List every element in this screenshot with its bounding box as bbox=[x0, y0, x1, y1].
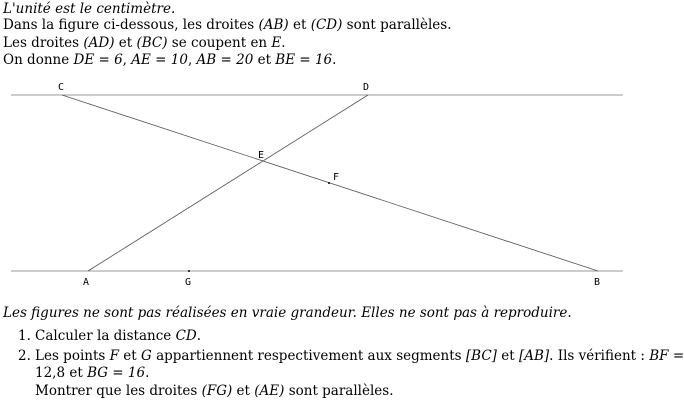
math-bf: BF = bbox=[649, 348, 684, 364]
text: Les points bbox=[35, 348, 110, 364]
label-a: A bbox=[83, 277, 90, 288]
segment-ad bbox=[88, 95, 368, 271]
question-number: 2. bbox=[18, 348, 31, 364]
text: Dans la figure ci-dessous, les droites bbox=[3, 17, 259, 33]
label-g: G bbox=[185, 277, 192, 288]
text: , bbox=[122, 52, 132, 68]
text: et bbox=[114, 35, 137, 51]
text: se coupent en bbox=[167, 35, 272, 51]
text: et bbox=[232, 383, 255, 399]
label-d: D bbox=[363, 82, 370, 93]
text: et bbox=[65, 365, 88, 381]
text: . bbox=[332, 52, 337, 68]
text: et bbox=[253, 52, 276, 68]
math-f: F bbox=[109, 348, 119, 364]
question-2-task bbox=[35, 383, 394, 399]
math-de: DE = 6 bbox=[73, 52, 123, 68]
point-f bbox=[328, 182, 330, 184]
unit-statement: L'unité est le centimètre. bbox=[3, 1, 176, 17]
text: . bbox=[196, 328, 202, 344]
question-number: 1. bbox=[18, 328, 31, 344]
math-ae: (AE) bbox=[254, 383, 285, 399]
text: . bbox=[281, 35, 286, 51]
text: On donne bbox=[3, 52, 74, 68]
math-ad: (AD) bbox=[83, 35, 115, 51]
text: Montrer que les droites bbox=[35, 383, 202, 399]
label-c: C bbox=[58, 82, 65, 93]
figure-note: Les figures ne sont pas réalisées en vraie grandeur. Elles ne sont pas à reproduire. bbox=[3, 305, 572, 321]
math-g: G bbox=[140, 348, 152, 364]
text: et bbox=[118, 348, 141, 364]
intersection-statement bbox=[3, 35, 286, 51]
text: sont parallèles. bbox=[342, 17, 452, 33]
math-be: BE = 16 bbox=[275, 52, 333, 68]
math-ae: AE = 10 bbox=[131, 52, 188, 68]
text: , bbox=[187, 52, 197, 68]
math-fg: (FG) bbox=[201, 383, 233, 399]
math-bc: [BC] bbox=[465, 348, 497, 364]
math-ab-value: AB = 20 bbox=[196, 52, 254, 68]
text: . Ils vérifient : bbox=[549, 348, 650, 364]
math-value: 12,8 bbox=[35, 365, 66, 381]
text: appartiennent respectivement aux segments bbox=[151, 348, 466, 364]
math-bg: BG = 16 bbox=[87, 365, 146, 381]
label-e: E bbox=[258, 150, 265, 161]
math-bc: (BC) bbox=[136, 35, 168, 51]
text: et bbox=[496, 348, 519, 364]
math-e: E bbox=[271, 35, 282, 51]
math-ab: [AB] bbox=[518, 348, 550, 364]
text: . bbox=[145, 365, 150, 381]
geometry-figure bbox=[0, 74, 634, 296]
question-2-continued bbox=[35, 365, 149, 381]
math-cd: CD bbox=[175, 328, 197, 344]
question-1 bbox=[18, 328, 201, 344]
text: Les droites bbox=[3, 35, 84, 51]
text: Calculer la distance bbox=[35, 328, 176, 344]
question-2 bbox=[18, 348, 684, 364]
math-ab: (AB) bbox=[258, 17, 289, 33]
text: et bbox=[288, 17, 311, 33]
point-g bbox=[188, 270, 190, 272]
given-values bbox=[3, 52, 336, 68]
parallel-statement bbox=[3, 17, 452, 33]
label-f: F bbox=[333, 172, 340, 183]
math-cd: (CD) bbox=[310, 17, 343, 33]
label-b: B bbox=[594, 277, 601, 288]
text: sont parallèles. bbox=[284, 383, 394, 399]
